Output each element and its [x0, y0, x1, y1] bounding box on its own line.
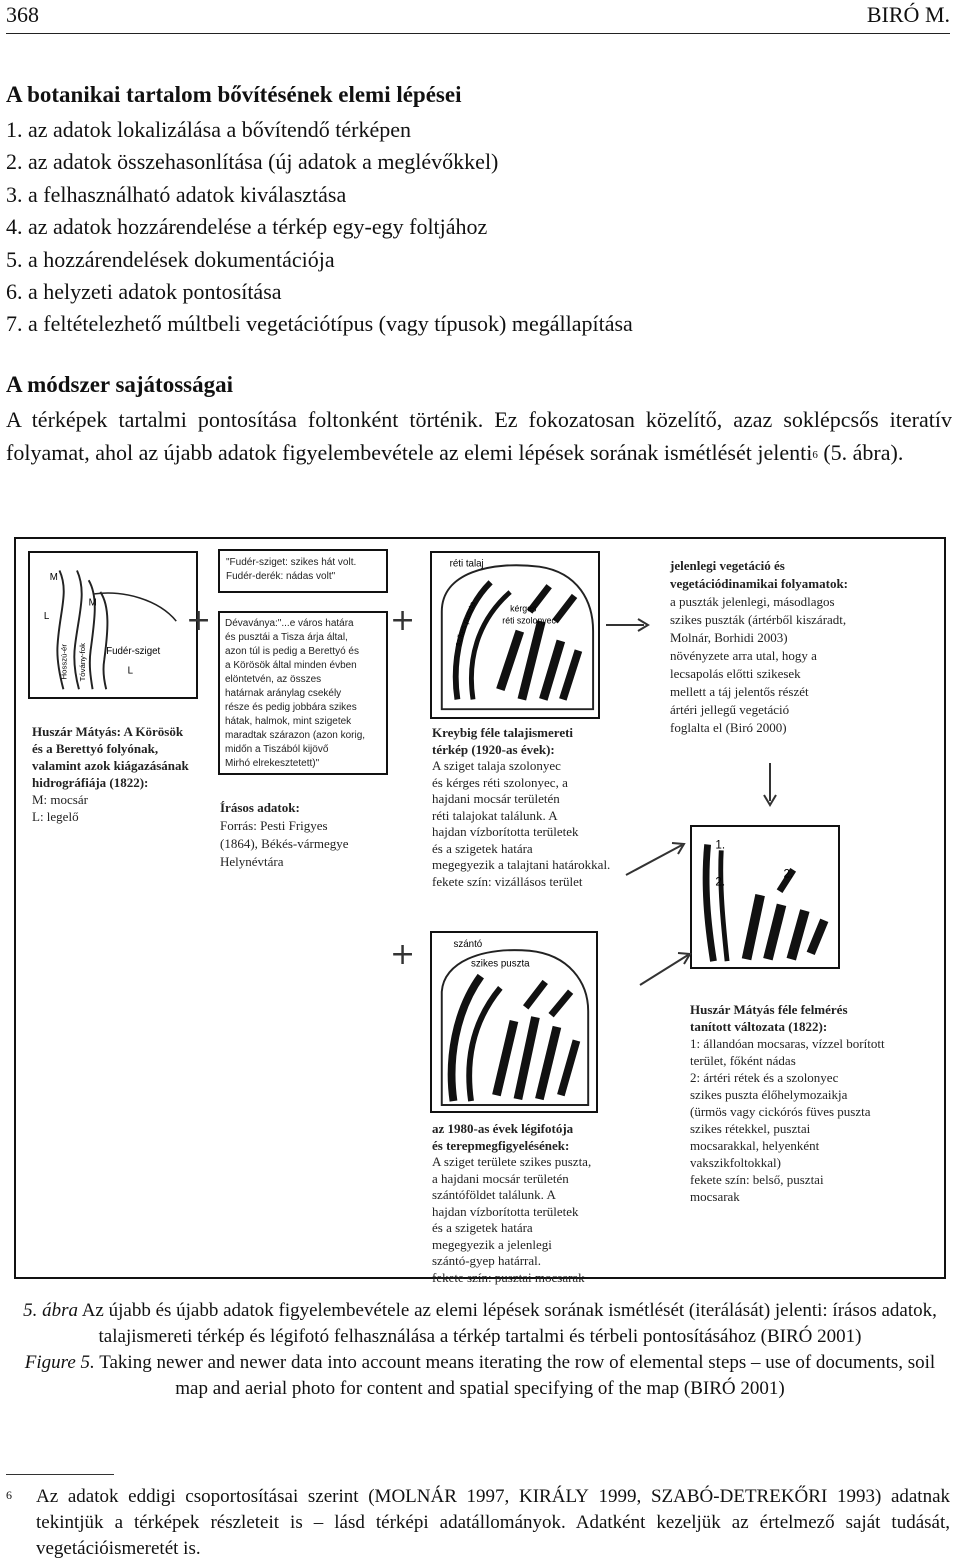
quote1-line: "Fudér-sziget: szikes hát volt.: [226, 557, 357, 568]
quote2-line: határnak aránylag csekély: [225, 688, 342, 699]
quote2-line: Mirhó elrekesztetett)": [225, 758, 320, 769]
paragraph-tail: (5. ábra).: [817, 439, 904, 465]
quote2-line: és pusztái a Tisza árja által,: [225, 632, 348, 643]
aerial-line: fekete szín: pusztai mocsarak: [432, 1269, 585, 1285]
caption-author-initial: B: [690, 1378, 703, 1399]
map2-label-mid: kérges: [510, 603, 537, 614]
huszar-line: vakszikfoltokkal): [690, 1155, 781, 1170]
kreybig-text: [432, 725, 610, 890]
map-aerial-1980s: [430, 931, 598, 1113]
footnote: [6, 1484, 950, 1562]
map-kreybig-soil: [430, 551, 600, 719]
quote-box-1: [218, 549, 388, 593]
written-line: (1864), Békés-vármegye: [220, 836, 349, 851]
footnote-number: 6: [6, 1488, 12, 1502]
caption-author-rest: IRÓ: [779, 1326, 813, 1347]
header-rule: [6, 33, 950, 34]
arrow-right-icon: [604, 615, 652, 635]
huszar-title-line: tanított változata (1822):: [690, 1019, 828, 1034]
huszar-line: fekete szín: belső, pusztai: [690, 1172, 824, 1187]
author-initial: B: [866, 2, 882, 27]
quote2-line: Dévaványa:"...e város határa: [225, 618, 354, 629]
huszar-source-text: [32, 723, 189, 825]
method-paragraph: [6, 404, 952, 469]
huszar-source-line: L: legelő: [32, 809, 79, 824]
huszar-source-title-line: Huszár Mátyás: A Körösök: [32, 724, 184, 739]
huszar-line: mocsarak: [690, 1189, 740, 1204]
present-title-line: vegetációdinamikai folyamatok:: [670, 576, 849, 591]
fn-part: 1997,: [456, 1486, 519, 1507]
aerial-line: a hajdani mocsár területén: [432, 1170, 569, 1186]
quote2-text: [225, 617, 365, 771]
kreybig-line: A sziget talaja szolonyec: [432, 758, 561, 773]
kreybig-line: fekete szín: vizállásos terület: [432, 873, 583, 889]
huszar-line: 2: ártéri rétek és a szolonyec: [690, 1070, 839, 1085]
present-line: a puszták jelenlegi, másodlagos: [670, 594, 835, 609]
caption-label-hu: 5. ábra: [23, 1300, 78, 1321]
footnote-ref[interactable]: 6: [812, 448, 818, 461]
present-line: foglalta el (Biró 2000): [670, 720, 787, 735]
written-title: Írásos adatok:: [220, 800, 300, 815]
map4-label-top: szántó: [453, 938, 483, 950]
map1-label-m-top: M: [49, 572, 58, 584]
paragraph-text: A térképek tartalmi pontosítása foltonként történik. Ez fokozatosan közelítő, azaz soklépcsős iteratív folyamat, ahol az újabb adatok figyelembevétele az elemi lépések sorának ismétlését jelenti: [6, 407, 952, 465]
huszar-title-line: Huszár Mátyás féle felmérés: [690, 1002, 848, 1017]
written-data-text: [220, 799, 349, 871]
caption-author-rest: IRÓ: [702, 1378, 736, 1399]
figure-caption: [20, 1298, 940, 1402]
author-rest: IRÓ: [881, 2, 920, 27]
aerial-line: megegyezik a jelenlegi: [432, 1236, 552, 1252]
map2-label-top: réti talaj: [449, 558, 484, 570]
huszar-line: mocsarakkal, helyenként: [690, 1138, 820, 1153]
steps-list: [6, 114, 633, 341]
kreybig-line: réti talajokat találunk. A: [432, 807, 558, 823]
map3-label-2: 2.: [715, 875, 726, 889]
huszar-line: szikes rétekkel, pusztai: [690, 1121, 811, 1136]
fn-author: K: [518, 1486, 533, 1507]
present-vegetation-text: [670, 557, 848, 737]
written-line: Helynévtára: [220, 854, 284, 869]
caption-text-en: Taking newer and newer data into account means iterating the row of elemental steps – use of documents, soil map and aerial photo for content and spatial specifying of the map (: [94, 1352, 936, 1399]
step-item: 4. az adatok hozzárendelése a térkép egy-egy foltjához: [6, 214, 488, 240]
fn-part: 1999,: [588, 1486, 651, 1507]
kreybig-line: és kérges réti szolonyec, a: [432, 774, 568, 790]
quote2-line: része és pedig jobbára szikes: [225, 702, 357, 713]
written-line: Forrás: Pesti Frigyes: [220, 818, 328, 833]
caption-year: 2001): [812, 1326, 862, 1347]
huszar-source-title-line: és a Berettyó folyónak,: [32, 741, 159, 756]
huszar-line: (ürmös vagy cickórós füves puszta: [690, 1104, 871, 1119]
footnote-text: [6, 1484, 950, 1562]
map-huszar-interpreted: [690, 825, 840, 969]
map-huszar-1822: [28, 551, 198, 699]
huszar-source-title-line: valamint azok kiágazásának: [32, 758, 189, 773]
caption-year: 2001): [735, 1378, 785, 1399]
kreybig-line: megegyezik a talajtani határokkal.: [432, 857, 611, 872]
map1-label-m-mid: M: [88, 597, 97, 609]
section-title-steps: A botanikai tartalom bővítésének elemi lépései: [6, 82, 462, 107]
fn-part: 1993) adatnak tekintjük a térképek részleteit is – lásd térképi adatállományok. Adatként kezeljük az értelmező saját tudását, vegetációismeretét is.: [36, 1486, 951, 1559]
caption-english: [20, 1350, 940, 1402]
present-line: növényzete arra utal, hogy a: [670, 648, 817, 663]
map1-label-island: Fudér-sziget: [106, 646, 161, 658]
arrow-down-icon: [760, 761, 780, 809]
huszar-source-title-line: hidrográfiája (1822):: [32, 775, 149, 790]
map2-label-side: szikes puszta: [452, 600, 478, 648]
page-number: 368: [6, 2, 39, 27]
caption-label-en: Figure 5.: [24, 1352, 95, 1373]
map4-label-mid: szikes puszta: [471, 958, 530, 970]
author-suffix: M.: [919, 2, 950, 27]
huszar-line: 1: állandóan mocsaras, vízzel borított: [690, 1036, 885, 1051]
huszar-line: terület, főként nádas: [690, 1053, 796, 1068]
arrow-diagonal-icon: [622, 839, 692, 879]
caption-author-initial: B: [766, 1326, 780, 1347]
fn-author: IRÁLY: [532, 1486, 589, 1507]
present-line: Molnár, Borhidi 2003): [670, 630, 788, 645]
running-header: [6, 0, 950, 40]
footnote-rule: [6, 1474, 114, 1475]
quote2-line: hátak, halmok, mint szigetek: [225, 716, 352, 727]
map1-label-l-bottom: L: [127, 665, 134, 677]
map3-label-2b: 2.: [783, 867, 794, 881]
step-item: 5. a hozzárendelések dokumentációja: [6, 246, 335, 272]
caption-text-hu: Az újabb és újabb adatok figyelembevétele az elemi lépések sorának ismétlését (iterálását) jelenti: írásos adatok, talajismereti térkép és légifotó felhasználása a térkép tartalmi és térbeli pontosításához (: [78, 1300, 937, 1347]
kreybig-line: és a szigetek határa: [432, 840, 533, 856]
quote-box-2: [218, 611, 388, 775]
aerial-text: [432, 1121, 591, 1286]
arrow-diagonal-icon: [636, 949, 696, 989]
kreybig-title-line: térkép (1920-as évek):: [432, 741, 555, 757]
fn-part: Az adatok eddigi csoportosításai szerint (: [36, 1486, 375, 1507]
aerial-line: szántóföldet találunk. A: [432, 1187, 556, 1202]
quote2-line: azon túl is pedig a Berettyó és: [225, 646, 359, 657]
kreybig-line: hajdani mocsár területén: [432, 791, 560, 806]
present-title-line: jelenlegi vegetáció és: [670, 558, 785, 573]
figure-5: [14, 537, 946, 1285]
huszar-line: szikes puszta élőhelymozaikja: [690, 1087, 848, 1102]
huszar-interpreted-text: [690, 1001, 885, 1205]
map1-label-v1: Hosszú-ér: [59, 644, 69, 680]
present-line: lecsapolás előtti szikesek: [670, 666, 801, 681]
section-title-method: A módszer sajátosságai: [6, 372, 234, 397]
map3-label-1: 1.: [715, 838, 726, 852]
kreybig-title-line: Kreybig féle talajismereti: [432, 725, 574, 740]
map1-label-v2: Tóvány-fok: [77, 643, 87, 682]
present-line: mellett a táj jelentős részét: [670, 684, 809, 699]
fn-author: ETREKŐRI: [733, 1486, 828, 1507]
plus-sign: +: [390, 603, 416, 638]
aerial-line: és a szigetek határa: [432, 1220, 533, 1235]
quote2-line: maradtak szárazon (azon korig,: [225, 730, 366, 741]
map2-label-mid2: réti szolonyec: [502, 615, 556, 626]
fn-author: ZABÓ: [661, 1486, 714, 1507]
step-item: 7. a feltételezhető múltbeli vegetációtípus (vagy típusok) megállapítása: [6, 311, 633, 337]
fn-author: S: [650, 1486, 662, 1507]
aerial-title-line: és terepmegfigyelésének:: [432, 1137, 570, 1153]
plus-sign: +: [186, 603, 212, 638]
quote2-line: a Körösök által minden évben: [225, 660, 357, 671]
fn-author: OLNÁR: [391, 1486, 457, 1507]
map1-label-l-left: L: [43, 611, 50, 623]
aerial-line: hajdan vízborította területek: [432, 1203, 579, 1219]
fn-author: M: [374, 1486, 392, 1507]
caption-hungarian: [20, 1298, 940, 1350]
present-line: szikes puszták (ártérből kiszáradt,: [670, 612, 847, 627]
step-item: 3. a felhasználható adatok kiválasztása: [6, 181, 347, 207]
kreybig-line: hajdan vízborította területek: [432, 824, 579, 839]
aerial-line: szántó-gyep határral.: [432, 1253, 542, 1268]
huszar-source-line: M: mocsár: [32, 792, 88, 807]
step-item: 1. az adatok lokalizálása a bővítendő térképen: [6, 117, 411, 142]
aerial-line: A sziget területe szikes puszta,: [432, 1154, 592, 1169]
aerial-title-line: az 1980-as évek légifotója: [432, 1121, 574, 1136]
step-item: 6. a helyzeti adatok pontosítása: [6, 278, 282, 304]
plus-sign: +: [390, 937, 416, 972]
fn-author: -D: [713, 1486, 734, 1507]
quote1-line: Fudér-derék: nádas volt": [226, 571, 336, 582]
quote2-line: elöntetvén, az összes: [225, 674, 322, 685]
running-author: [867, 2, 950, 28]
present-line: ártéri jellegű vegetáció: [670, 702, 790, 717]
quote2-line: midőn a Tiszából kijövő: [225, 744, 329, 755]
step-item: 2. az adatok összehasonlítása (új adatok a meglévőkkel): [6, 149, 499, 175]
